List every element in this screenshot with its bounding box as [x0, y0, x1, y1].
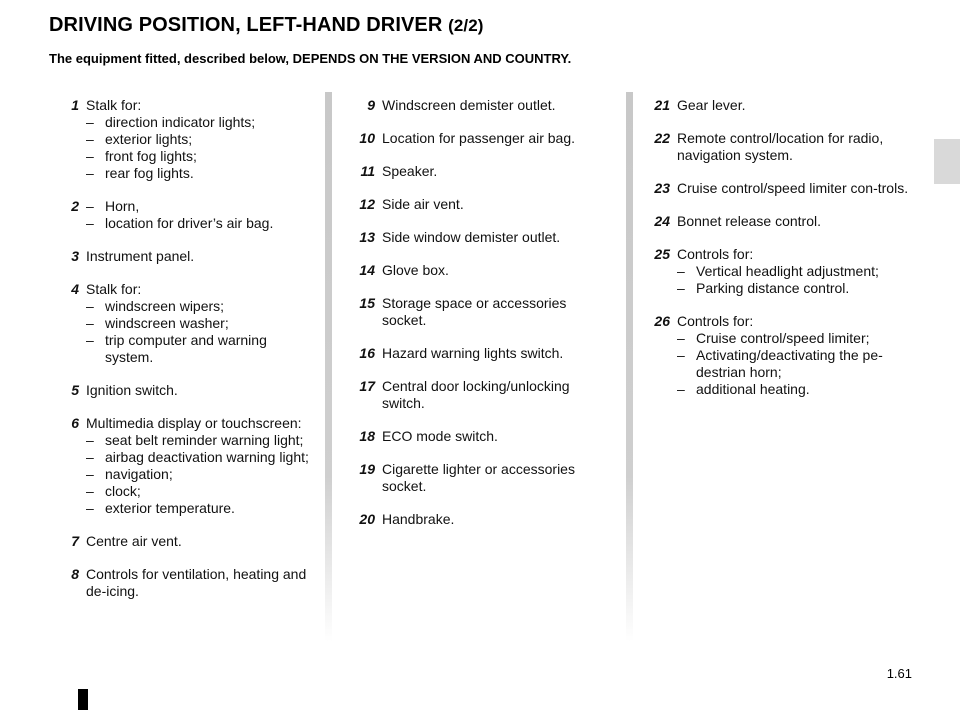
page-title-suffix: (2/2) [448, 16, 484, 35]
item-body [670, 313, 913, 398]
item-subpoint: – windscreen wipers; [86, 298, 312, 315]
item-body [375, 511, 614, 528]
item-number: 8 [71, 566, 79, 582]
item-number: 24 [654, 213, 670, 229]
item-number: 10 [359, 130, 375, 146]
column-divider-left [325, 92, 332, 642]
column-right [643, 97, 913, 414]
item-body [670, 246, 913, 297]
column-left [52, 97, 312, 616]
item-text: Central door locking/unlocking switch. [382, 378, 570, 411]
item-subpoint: – navigation; [86, 466, 312, 483]
list-item [348, 262, 614, 279]
item-subpoint: – exterior temperature. [86, 500, 312, 517]
list-item [52, 533, 312, 550]
item-number: 15 [359, 295, 375, 311]
item-number: 16 [359, 345, 375, 361]
list-item [52, 97, 312, 182]
item-subpoint: – direction indicator lights; [86, 114, 312, 131]
item-text: Windscreen demister outlet. [382, 97, 556, 113]
item-body [670, 130, 913, 164]
item-body [375, 97, 614, 114]
item-number: 9 [367, 97, 375, 113]
item-subpoint: – airbag deactivation warning light; [86, 449, 312, 466]
item-number: 5 [71, 382, 79, 398]
item-text: Speaker. [382, 163, 438, 179]
item-number: 3 [71, 248, 79, 264]
item-number: 23 [654, 180, 670, 196]
item-number: 20 [359, 511, 375, 527]
item-body [79, 382, 312, 399]
item-subpoint: – Horn, [86, 198, 312, 215]
item-subpoint: – Cruise control/speed limiter; [677, 330, 913, 347]
list-item [348, 163, 614, 180]
list-item [348, 295, 614, 329]
list-item [52, 415, 312, 517]
list-item [348, 461, 614, 495]
column-middle [348, 97, 614, 544]
item-body [375, 229, 614, 246]
item-number: 17 [359, 378, 375, 394]
item-body [375, 262, 614, 279]
page-subtitle: The equipment fitted, described below, DEPENDS ON THE VERSION AND COUNTRY. [49, 51, 572, 66]
item-number: 13 [359, 229, 375, 245]
item-number: 7 [71, 533, 79, 549]
list-item [348, 229, 614, 246]
list-item [348, 428, 614, 445]
item-text: Storage space or accessories socket. [382, 295, 567, 328]
list-item [52, 566, 312, 600]
item-text: Multimedia display or touchscreen: [86, 415, 302, 431]
item-body [79, 566, 312, 600]
list-item [348, 345, 614, 362]
item-body [79, 415, 312, 517]
list-item [643, 213, 913, 230]
item-subpoint: – Vertical headlight adjustment; [677, 263, 913, 280]
list-item [643, 246, 913, 297]
item-text: Stalk for: [86, 281, 142, 297]
list-item [643, 180, 913, 197]
item-body [375, 378, 614, 412]
item-text: Cigarette lighter or accessories socket. [382, 461, 575, 494]
item-body [375, 295, 614, 329]
list-item [643, 313, 913, 398]
item-number: 4 [71, 281, 79, 297]
item-subpoint: – Activating/deactivating the pe-destrian horn; [677, 347, 913, 381]
item-subpoint: – additional heating. [677, 381, 913, 398]
item-text: Centre air vent. [86, 533, 182, 549]
item-text: Gear lever. [677, 97, 746, 113]
item-number: 22 [654, 130, 670, 146]
item-number: 12 [359, 196, 375, 212]
item-body [375, 428, 614, 445]
item-text: Instrument panel. [86, 248, 195, 264]
list-item [643, 97, 913, 114]
item-body [670, 180, 913, 197]
item-body [79, 248, 312, 265]
item-text: Controls for: [677, 313, 754, 329]
item-body [375, 130, 614, 147]
item-body [670, 97, 913, 114]
item-text: Hazard warning lights switch. [382, 345, 564, 361]
item-number: 6 [71, 415, 79, 431]
list-item [52, 382, 312, 399]
item-subpoint: – location for driver’s air bag. [86, 215, 312, 232]
item-body [670, 213, 913, 230]
item-text: Controls for ventilation, heating and de-icing. [86, 566, 307, 599]
item-body [79, 97, 312, 182]
list-item [52, 281, 312, 366]
item-subpoint: – clock; [86, 483, 312, 500]
item-subpoint: – front fog lights; [86, 148, 312, 165]
column-divider-right [626, 92, 633, 642]
item-body [375, 461, 614, 495]
item-text: Side window demister outlet. [382, 229, 561, 245]
list-item [348, 196, 614, 213]
page-title [49, 14, 484, 37]
item-text: Stalk for: [86, 97, 142, 113]
corner-mark [78, 689, 88, 710]
item-text: ECO mode switch. [382, 428, 498, 444]
item-subpoint: – exterior lights; [86, 131, 312, 148]
page-number: 1.61 [886, 666, 912, 681]
item-text: Ignition switch. [86, 382, 178, 398]
list-item [348, 97, 614, 114]
item-body [375, 163, 614, 180]
item-body [375, 345, 614, 362]
item-body [79, 281, 312, 366]
list-item [643, 130, 913, 164]
item-text: Remote control/location for radio, navigation system. [677, 130, 884, 163]
item-text: Location for passenger air bag. [382, 130, 576, 146]
item-number: 1 [71, 97, 79, 113]
item-number: 2 [71, 198, 79, 214]
item-text: Glove box. [382, 262, 449, 278]
item-subpoint: – windscreen washer; [86, 315, 312, 332]
item-number: 11 [360, 163, 375, 179]
item-text: Bonnet release control. [677, 213, 821, 229]
item-text: Side air vent. [382, 196, 464, 212]
item-number: 21 [654, 97, 670, 113]
item-number: 25 [654, 246, 670, 262]
item-number: 19 [359, 461, 375, 477]
item-number: 18 [359, 428, 375, 444]
item-body [79, 533, 312, 550]
list-item [52, 248, 312, 265]
list-item [348, 130, 614, 147]
item-subpoint: – Parking distance control. [677, 280, 913, 297]
item-body [79, 198, 312, 232]
item-subpoint: – seat belt reminder warning light; [86, 432, 312, 449]
page-title-text: DRIVING POSITION, LEFT-HAND DRIVER [49, 14, 443, 36]
list-item [348, 511, 614, 528]
item-text: Cruise control/speed limiter con-trols. [677, 180, 909, 196]
item-subpoint: – trip computer and warning system. [86, 332, 312, 366]
item-number: 14 [359, 262, 375, 278]
chapter-tab [934, 139, 960, 184]
item-number: 26 [654, 313, 670, 329]
item-text: Controls for: [677, 246, 754, 262]
list-item [52, 198, 312, 232]
item-body [375, 196, 614, 213]
item-subpoint: – rear fog lights. [86, 165, 312, 182]
list-item [348, 378, 614, 412]
item-text: Handbrake. [382, 511, 455, 527]
